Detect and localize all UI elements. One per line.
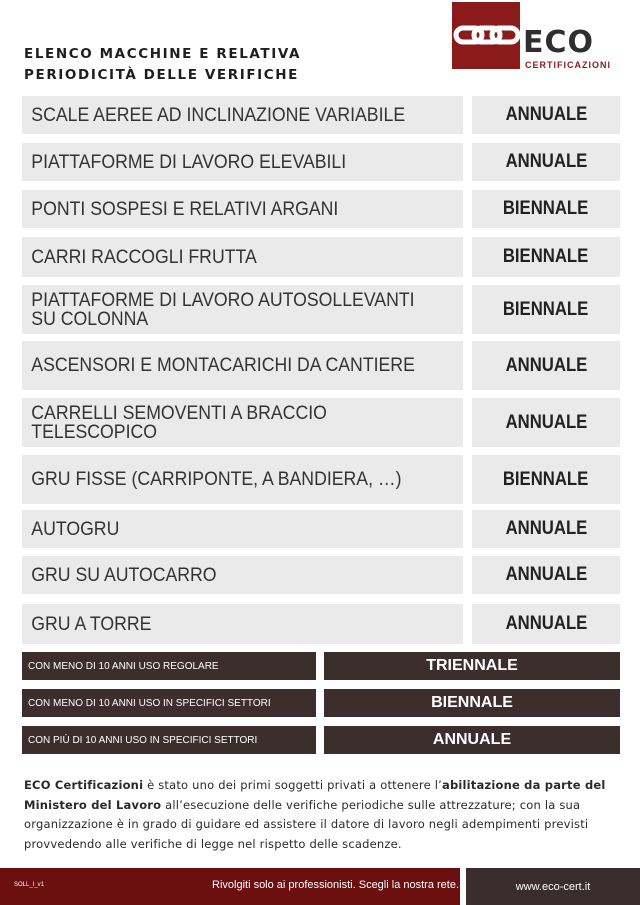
list-item [22,604,620,644]
subrow [22,689,620,717]
subrow-label: CON MENO DI 10 ANNI USO IN SPECIFICI SETTORI [22,689,316,717]
machine-label: GRU FISSE (CARRIPONTE, A BANDIERA, …) [31,469,402,490]
logo-name: ECO [523,25,595,60]
subrow-value: BIENNALE [324,689,620,717]
list-item [22,237,620,277]
website-link[interactable]: www.eco-cert.it [466,868,640,905]
subrow [22,726,620,754]
list-item [22,341,620,390]
logo-chain-icon [452,2,520,69]
machine-label: CARRI RACCOGLI FRUTTA [31,246,257,268]
list-item [22,510,620,548]
periodicity-value: ANNUALE [505,104,587,125]
periodicity-value: ANNUALE [505,411,587,433]
list-item [22,455,620,504]
list-item [22,96,620,134]
periodicity-value: ANNUALE [505,518,587,539]
machine-label: GRU SU AUTOCARRO [31,564,217,586]
list-item [22,190,620,228]
machine-label: ASCENSORI E MONTACARICHI DA CANTIERE [31,355,415,376]
subrow [22,652,620,680]
footer-bar [0,868,460,905]
periodicity-value: BIENNALE [503,246,589,267]
periodicity-value: BIENNALE [503,198,589,219]
periodicity-value: ANNUALE [505,354,587,376]
title-line-1: ELENCO MACCHINE E RELATIVA [24,46,302,62]
logo-subtitle: CERTIFICAZIONI [525,60,611,70]
list-item [22,143,620,181]
note-text-2: all’esecuzione delle verifiche periodiche sulle attrezzature; con la sua organizzazione è in grado di guidare ed assistere il datore di lavoro negli adempimenti previsti provvedendo alle verifiche di legge nel rispetto delle scadenze. [24,797,589,851]
footer-slogan: Rivolgiti solo ai professionisti. Scegli la nostra rete. [212,879,460,891]
machine-label: CARRELLI SEMOVENTI A BRACCIO TELESCOPICO [31,402,327,443]
list-item [22,285,620,334]
machine-label: PONTI SOSPESI E RELATIVI ARGANI [31,198,339,220]
machine-label: SCALE AEREE AD INCLINAZIONE VARIABILE [31,104,406,126]
subrow-label: CON MENO DI 10 ANNI USO REGOLARE [22,652,316,680]
subrow-value: ANNUALE [324,726,620,754]
periodicity-value: BIENNALE [503,468,589,490]
document-code: SOLL_I_v1 [14,882,45,888]
periodicity-value: ANNUALE [505,151,587,172]
machine-label: GRU A TORRE [31,613,152,635]
description-paragraph [24,776,614,854]
machine-label: PIATTAFORME DI LAVORO AUTOSOLLEVANTI SU COLONNA [31,289,415,330]
machine-label: AUTOGRU [31,518,120,540]
company-name: ECO Certificazioni [24,778,144,792]
list-item [22,398,620,447]
page-title [24,44,354,86]
periodicity-value: ANNUALE [505,564,587,585]
authorization-text: abilitazione da parte del Ministero del Lavoro [24,778,606,812]
title-line-2: PERIODICITÀ DELLE VERIFICHE [24,67,299,83]
periodicity-value: BIENNALE [503,298,589,320]
subrow-value: TRIENNALE [324,652,620,680]
subrow-label: CON PIÙ DI 10 ANNI USO IN SPECIFICI SETTORI [22,726,316,754]
note-text-1: è stato uno dei primi soggetti privati a ottenere l’ [143,778,442,792]
list-item [22,556,620,594]
periodicity-value: ANNUALE [505,613,587,634]
machine-label: PIATTAFORME DI LAVORO ELEVABILI [31,151,347,173]
